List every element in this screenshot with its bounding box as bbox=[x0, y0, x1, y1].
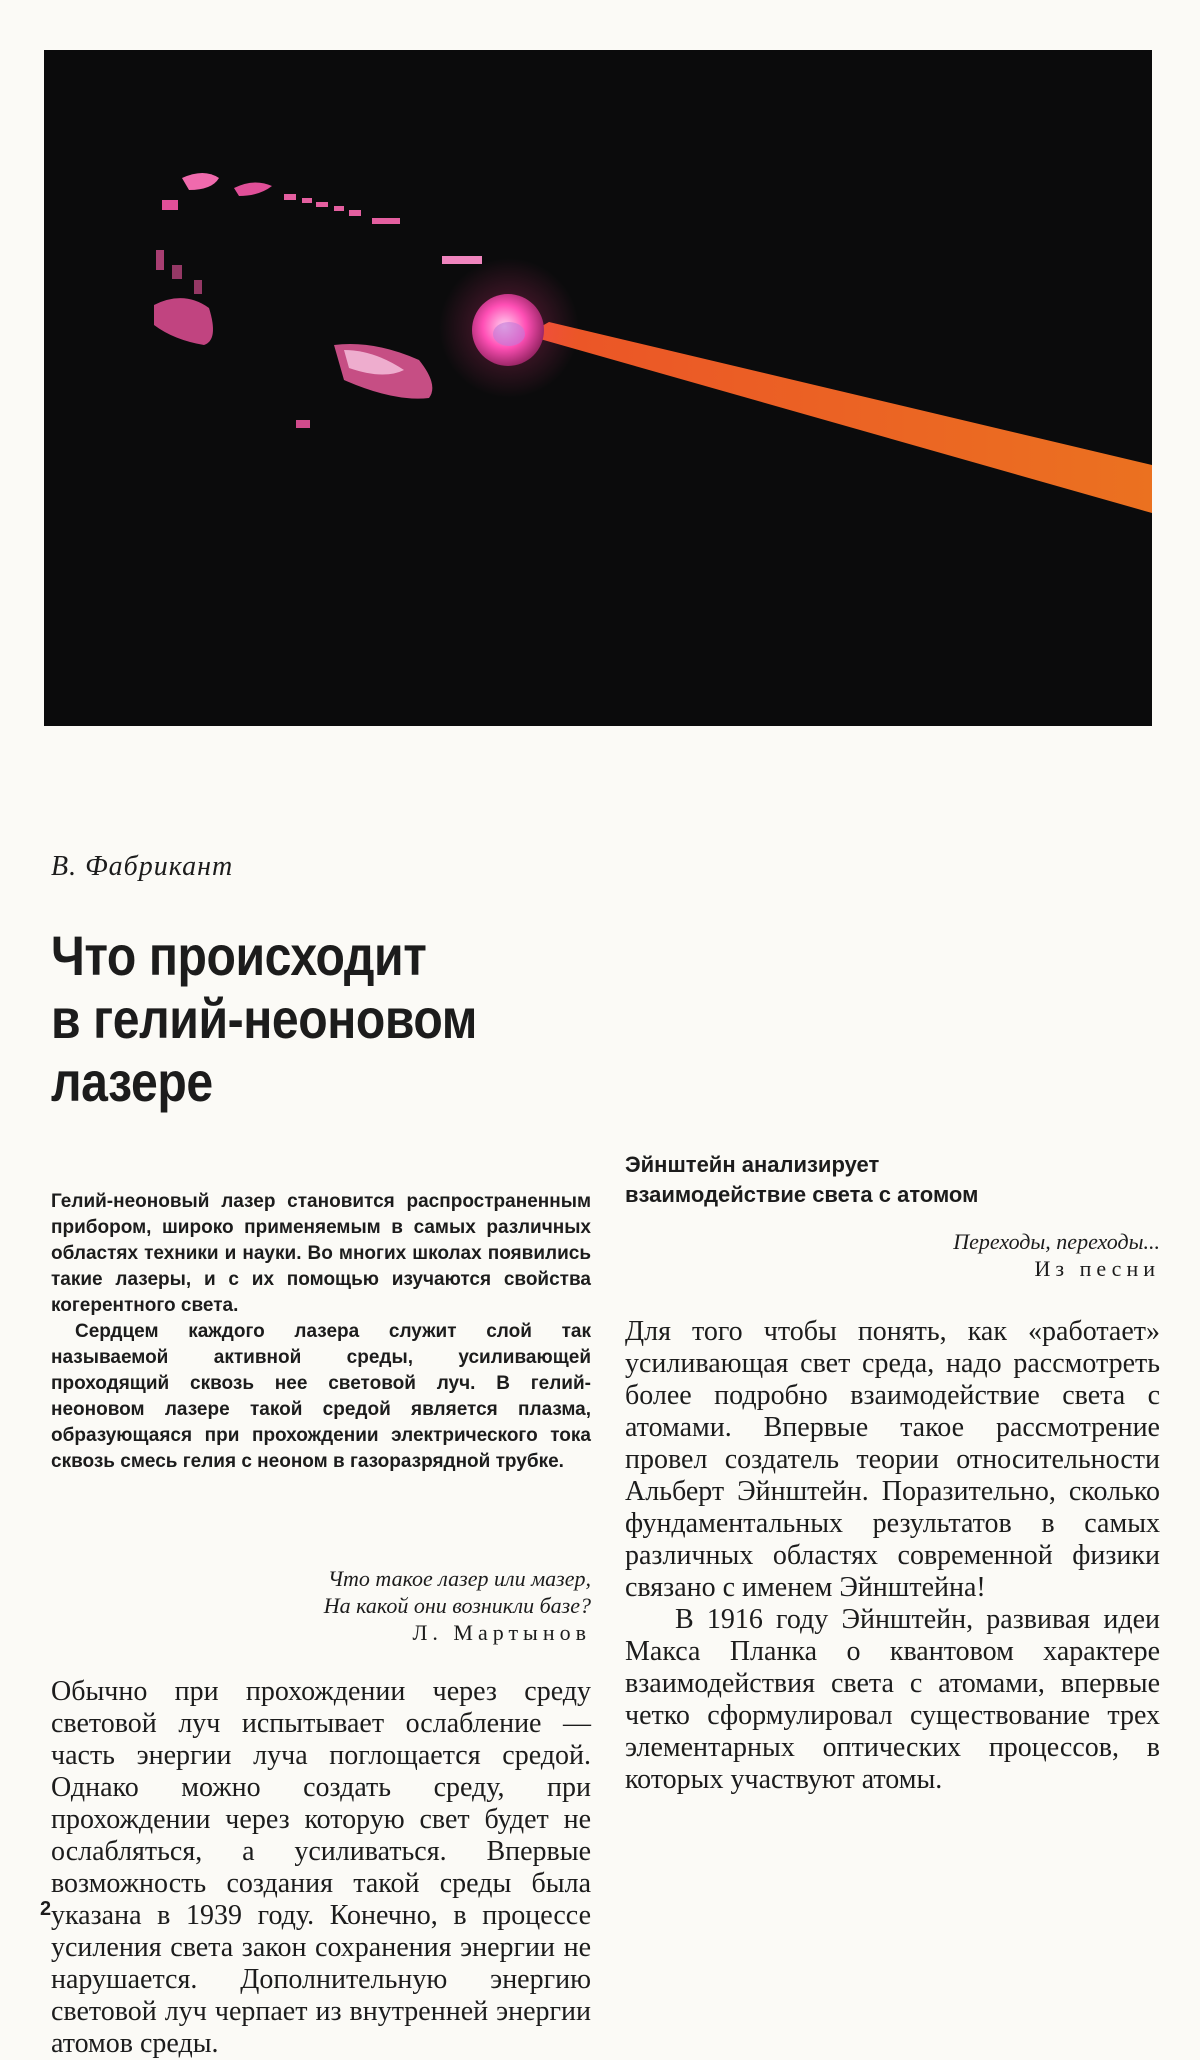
section-heading-line: взаимодействие света с атомом bbox=[625, 1182, 979, 1207]
epigraph-citation: Л. Мартынов bbox=[412, 1620, 591, 1646]
laser-photo bbox=[44, 50, 1152, 726]
body-paragraph-3: В 1916 году Эйнштейн, развивая идеи Макса Планка о квантовом характере взаимодействия света с атомами, впервые четко сформулировал существование трех элементарных оптических процессов, в которых участвуют атомы. bbox=[625, 1604, 1160, 1795]
body-paragraph-1: Обычно при прохождении через среду световой луч испытывает ослабление — часть энергии луча поглощается средой. Однако можно создать среду, при прохождении через которую свет будет не ослабляться, а усиливаться. Впервые возможность создания такой среды была указана в 1939 году. Конечно, в процессе усиления света закон сохранения энергии не нарушается. Дополнительную энергию световой луч черпает из внутренней энергии атомов среды. bbox=[51, 1676, 591, 2060]
body-paragraphs-right bbox=[625, 1316, 1160, 1796]
epigraph-citation: Из песни bbox=[1034, 1256, 1160, 1281]
section-heading bbox=[625, 1150, 1160, 1210]
article-title bbox=[51, 924, 515, 1114]
section-heading-line: Эйнштейн анализирует bbox=[625, 1152, 880, 1177]
reflection-blob bbox=[154, 298, 213, 345]
lead-paragraph: Сердцем каждого лазера служит слой так называемой активной среды, усиливающей проходящий сквозь нее световой луч. В гелий-неоновом лазере такой средой является плазма, образующаяся при прохождении электрического тока сквозь смесь гелия с неоном в газоразрядной трубке. bbox=[51, 1321, 591, 1473]
title-line: Что происходит bbox=[51, 923, 427, 987]
body-paragraph-2: Для того чтобы понять, как «работает» усиливающая свет среда, надо рассмотреть более подробно взаимодействие света с атомами. Впервые такое рассмотрение провел создатель теории относительности Альберт Эйнштейн. Поразительно, сколько фундаментальных результатов в самых различных областях современной физики связано с именем Эйнштейна! bbox=[625, 1316, 1160, 1603]
epigraph-line: Что такое лазер или мазер, bbox=[327, 1566, 591, 1592]
epigraph-line: На какой они возникли базе? bbox=[323, 1593, 591, 1619]
author-name: В. Фабрикант bbox=[51, 851, 234, 882]
title-line: лазере bbox=[51, 1050, 213, 1114]
laser-beam bbox=[526, 322, 1152, 513]
epigraph-song bbox=[625, 1228, 1160, 1282]
page-number: 2 bbox=[40, 1898, 52, 1920]
epigraph-martynov bbox=[51, 1565, 591, 1646]
epigraph-line: Переходы, переходы... bbox=[953, 1229, 1160, 1254]
title-line: в гелий-неоновом bbox=[51, 986, 477, 1050]
lead-paragraphs bbox=[51, 1189, 591, 1475]
lead-paragraph: Гелий-неоновый лазер становится распространенным прибором, широко применяемым в самых различных областях техники и науки. Во многих школах появились такие лазеры, и с их помощью изучаются свойства когерентного света. bbox=[51, 1191, 591, 1317]
laser-photo-illustration bbox=[44, 50, 1152, 726]
